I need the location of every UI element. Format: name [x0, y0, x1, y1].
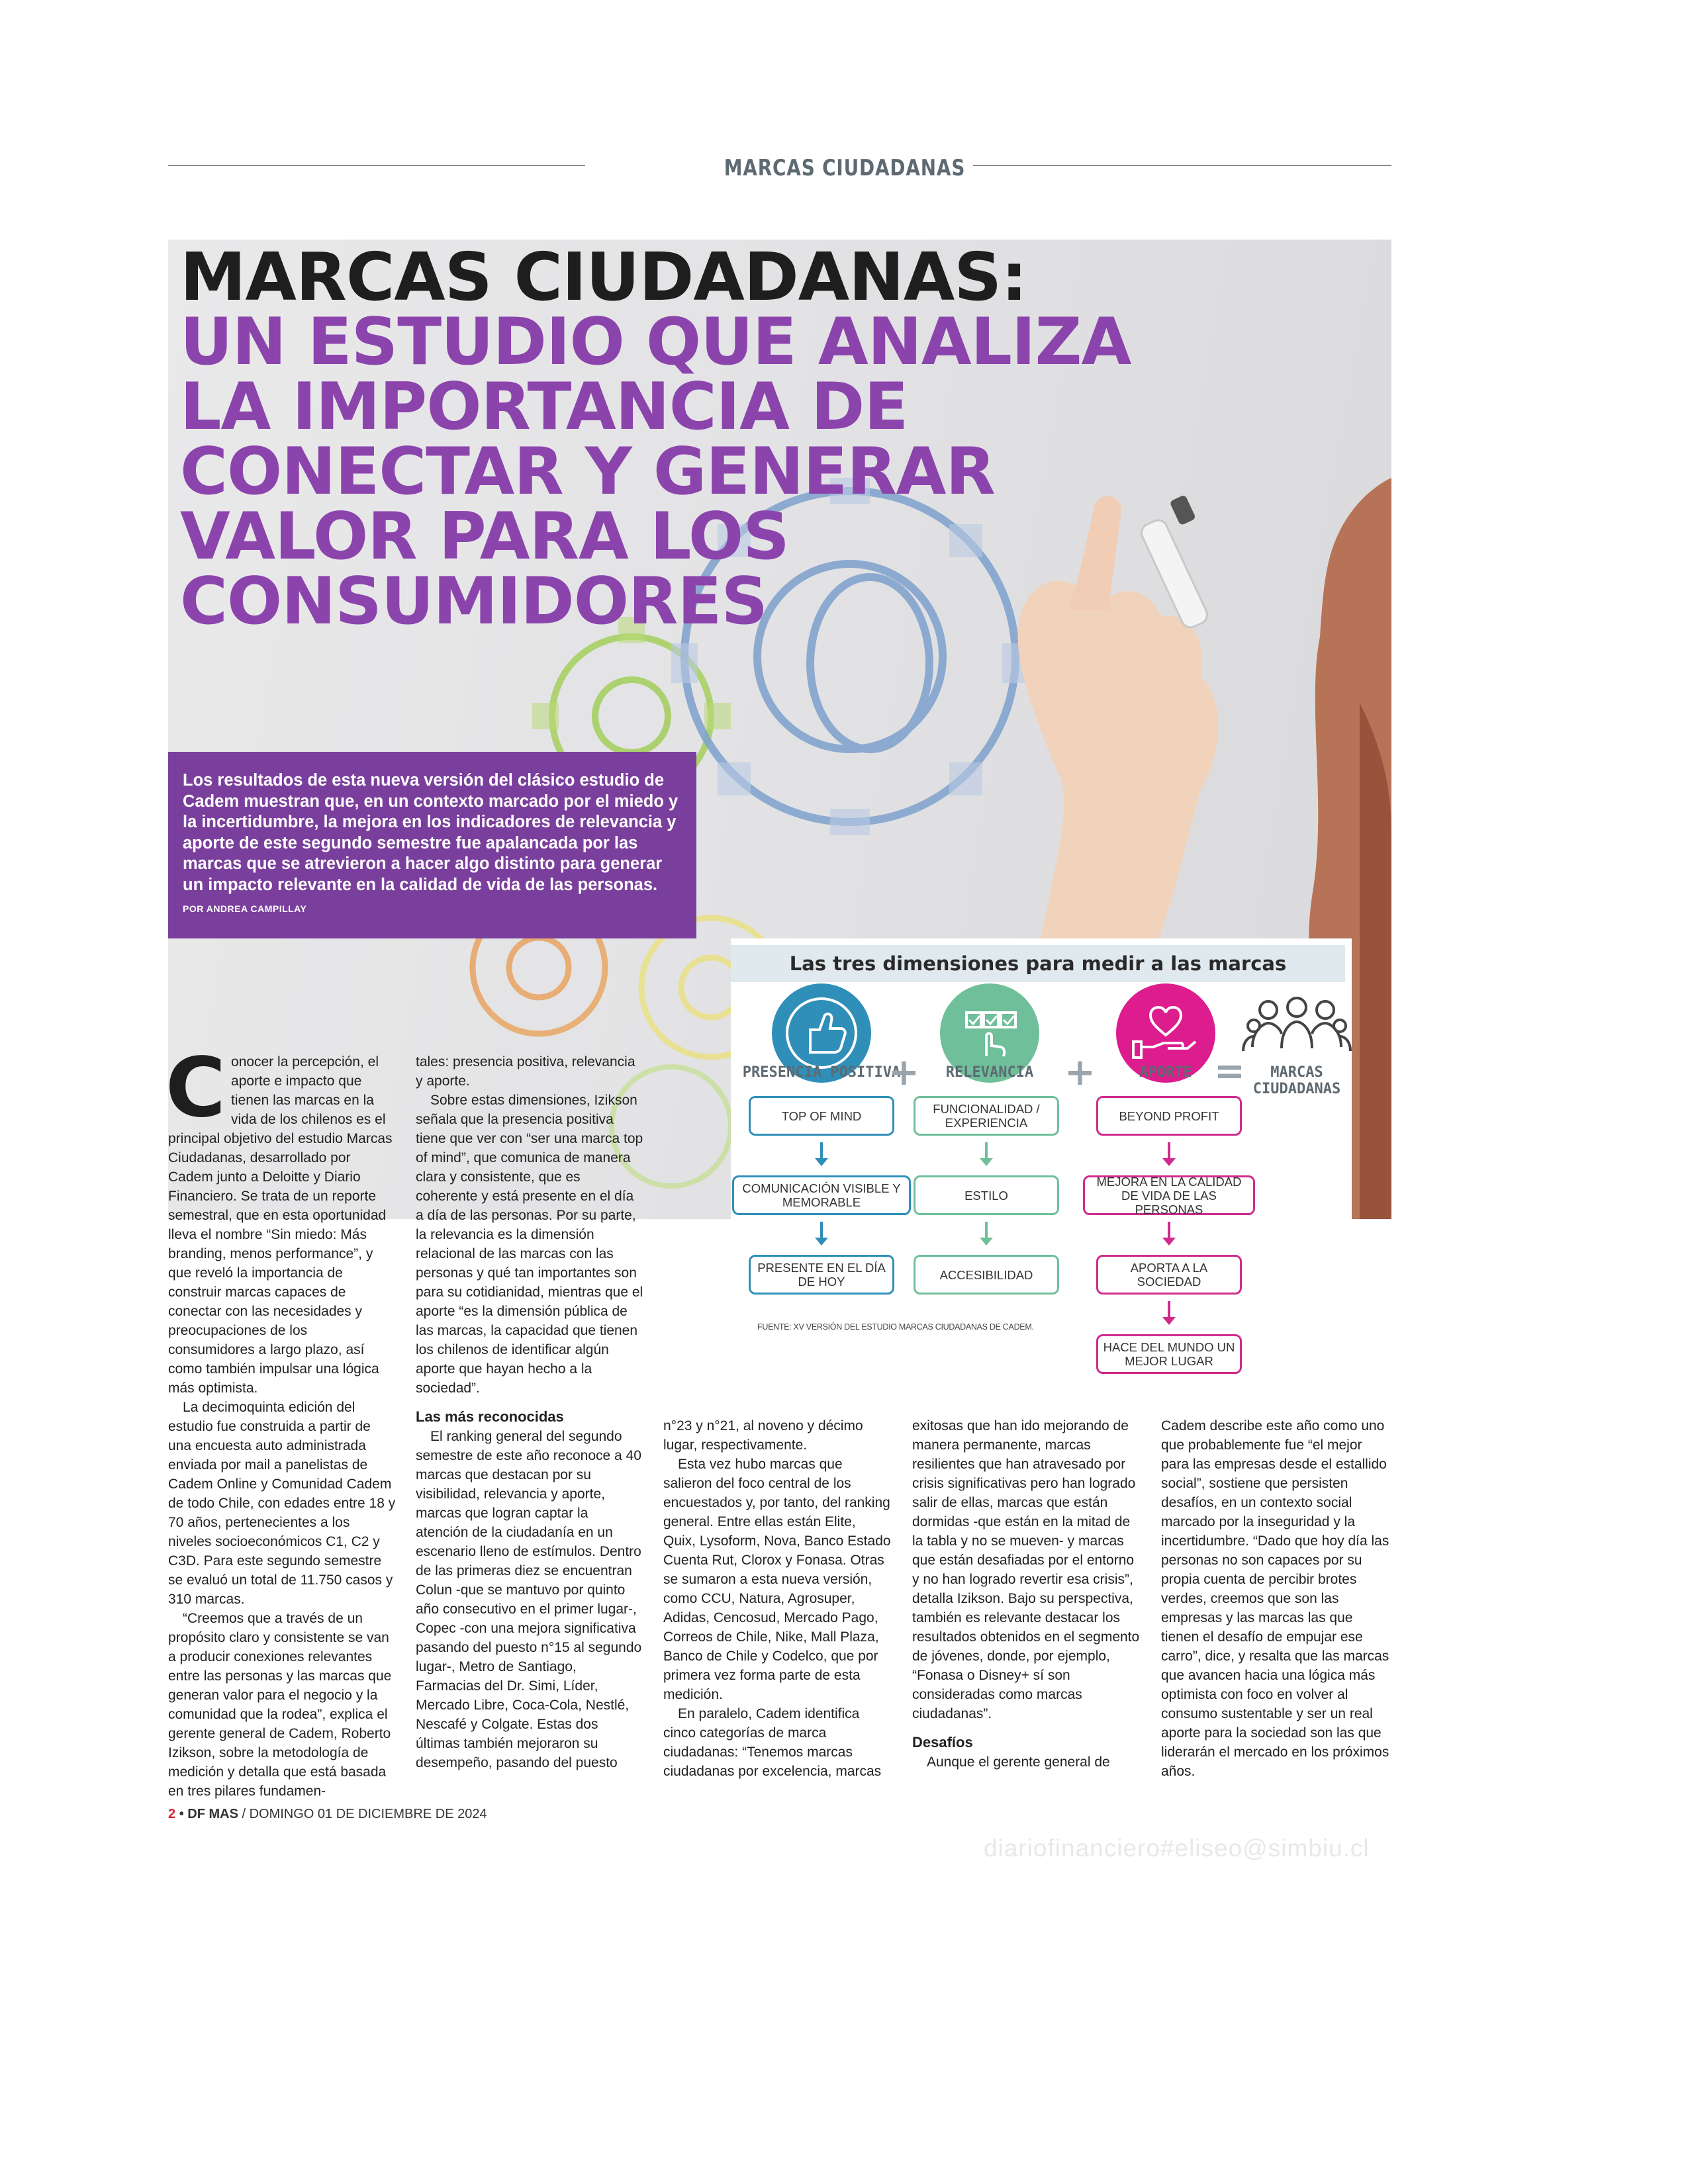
publication-name: • DF MAS	[179, 1807, 238, 1821]
lede-text: Los resultados de esta nueva versión del clásico estudio de Cadem muestran que, en un contexto marcado por el miedo y la incertidumbre, la mejora en los indicadores de relevancia y aporte de este segundo semestre fue apalancada por las marcas que se atrevieron a hacer algo distinto para generar un impacto relevante en la calidad de vida de las personas.	[183, 771, 679, 894]
plus-sign-2: +	[1064, 1051, 1096, 1094]
aporte-item-4: HACE DEL MUNDO UN MEJOR LUGAR	[1096, 1334, 1242, 1374]
headline-line-4: CONECTAR Y GENERAR	[180, 434, 995, 510]
publication-date: / DOMINGO 01 DE DICIEMBRE DE 2024	[242, 1807, 487, 1821]
paragraph: Sobre estas dimensiones, Izikson señala que la presencia positiva tiene que ver con “ser una marca top of mind”, que comunica de manera clara y consistente, que es coherente y está presente en el día a día de las personas. Por su parte, la relevancia es la dimensión relacional de las marcas con las personas y qué tan importantes son para su cotidianidad, mientras que el aporte “es la dimensión pública de las marcas, la capacidad que tienen los chilenos de identificar algún aporte que hayan hecho a la sociedad”.	[416, 1093, 643, 1396]
infographic-title: Las tres dimensiones para medir a las marcas	[731, 945, 1345, 982]
headline-line-5: VALOR PARA LOS	[180, 499, 789, 574]
header-rule-left	[168, 165, 585, 166]
presencia-item-3: PRESENTE EN EL DÍA DE HOY	[749, 1255, 894, 1295]
paragraph: En paralelo, Cadem identifica cinco categorías de marca ciudadanas: “Tenemos marcas ciudadanas por excelencia, marcas	[663, 1706, 882, 1779]
page-number: 2	[168, 1807, 176, 1821]
arrow-down-icon	[1168, 1222, 1170, 1239]
arrow-down-icon	[820, 1222, 823, 1239]
result-label: MARCAS CIUDADANAS	[1252, 1064, 1341, 1097]
paragraph: Aunque el gerente general de	[927, 1754, 1110, 1770]
infographic	[731, 938, 1352, 1388]
presencia-item-2: COMUNICACIÓN VISIBLE Y MEMORABLE	[732, 1175, 911, 1215]
page-footer	[168, 1807, 487, 1822]
paragraph: “Creemos que a través de un propósito claro y consistente se van a producir conexiones relevantes entre las personas y las marcas que generan valor para el negocio y la comunidad que la rodea”, explica el gerente general de Cadem, Roberto Izikson, sobre la metodología de medición y detalla que está basada en tres pilares fundamen-	[168, 1611, 392, 1799]
people-group-icon	[1241, 995, 1353, 1055]
arrow-down-icon	[985, 1222, 988, 1239]
paragraph: Cadem describe este año como uno que probablemente fue “el mejor para las empresas desde el estallido social”, sostiene que persisten desafíos, en un contexto social marcado por la inseguridad y la incertidumbre. “Dado que hoy día las personas no son capaces por su propia cuenta de percibir brotes verdes, creemos que son las empresas y las marcas las que tienen el desafío de empujar ese carro”, dice, y resalta que las marcas que avancen hacia una lógica más optimista con foco en volver al consumo sustentable y ser un real aporte para la sociedad son las que liderarán el mercado en los próximos años.	[1161, 1418, 1389, 1779]
paragraph: onocer la percepción, el aporte e impacto que tienen las marcas en la vida de los chilenos es el principal objetivo del estudio Marcas Ciudadanas, desarrollado por Cadem junto a Deloitte y Diario Financiero. Se trata de un reporte semestral, que en esta oportunidad lleva el nombre “Sin miedo: Más branding, menos performance”, y que reveló la importancia de construir marcas capaces de conectar con las necesidades y preocupaciones de los consumidores a largo plazo, así como también impulsar una lógica más optimista.	[168, 1054, 393, 1396]
aporte-item-2: MEJORA EN LA CALIDAD DE VIDA DE LAS PERSONAS	[1083, 1175, 1255, 1215]
presencia-item-1: TOP OF MIND	[749, 1096, 894, 1136]
article-column-5	[1161, 1416, 1390, 1781]
paragraph: exitosas que han ido mejorando de manera permanente, marcas resilientes que han atravesado por crisis significativas pero han logrado salir de ellas, marcas que están dormidas -que están en la mitad de la tabla y no se mueven- y marcas que están desafiadas por el entorno y no han logrado revertir esa crisis”, detalla Izikson. Bajo su perspectiva, también es relevante destacar los resultados obtenidos en el segmento de jóvenes, donde, por ejemplo, “Fonasa o Disney+ sí son consideradas como marcas ciudadanas”.	[912, 1418, 1140, 1721]
dropcap: C	[165, 1040, 226, 1136]
equals-sign: =	[1214, 1050, 1245, 1093]
section-title: MARCAS CIUDADANAS	[724, 155, 966, 181]
dim-label-presencia: PRESENCIA POSITIVA	[742, 1064, 901, 1081]
arrow-down-icon	[820, 1142, 823, 1160]
headline-line-2: UN ESTUDIO QUE ANALIZA	[180, 304, 1131, 380]
headline-line-1: MARCAS CIUDADANAS:	[180, 240, 1027, 316]
paragraph: n°23 y n°21, al noveno y décimo lugar, respectivamente.	[663, 1418, 863, 1453]
arrow-down-icon	[1168, 1301, 1170, 1318]
infographic-source: FUENTE: XV VERSIÓN DEL ESTUDIO MARCAS CIUDADANAS DE CADEM.	[757, 1322, 1034, 1332]
watermark: diariofinanciero#eliseo@simbiu.cl	[984, 1835, 1370, 1862]
paragraph: Esta vez hubo marcas que salieron del foco central de los encuestados y, por tanto, del ranking general. Entre ellas están Elite, Quix, Lysoform, Nova, Banco Estado Cuenta Rut, Clorox y Fonasa. Otras se sumaron a esta nueva versión, como CCU, Natura, Agrosuper, Adidas, Cencosud, Mercado Pago, Correos de Chile, Nike, Mall Plaza, Banco de Chile y Codelco, que por primera vez forma parte de esta medición.	[663, 1457, 891, 1702]
relevancia-item-1: FUNCIONALIDAD / EXPERIENCIA	[914, 1096, 1059, 1136]
relevancia-item-3: ACCESIBILIDAD	[914, 1255, 1059, 1295]
aporte-item-1: BEYOND PROFIT	[1096, 1096, 1242, 1136]
byline: POR ANDREA CAMPILLAY	[183, 903, 307, 914]
headline-line-6: CONSUMIDORES	[180, 564, 768, 639]
subheading: Las más reconocidas	[416, 1408, 564, 1425]
dim-label-relevancia: RELEVANCIA	[945, 1064, 1034, 1081]
paragraph: La decimoquinta edición del estudio fue construida a partir de una encuesta auto administrada enviada por mail a panelistas de Cadem Online y Comunidad Cadem de todo Chile, con edades entre 18 y 70 años, pertenecientes a los niveles socioeconómicos C1, C2 y C3D. Para este segundo semestre se evaluó un total de 11.750 casos y 310 marcas.	[168, 1400, 396, 1607]
paragraph: tales: presencia positiva, relevancia y aporte.	[416, 1054, 635, 1089]
aporte-item-3: APORTA A LA SOCIEDAD	[1096, 1255, 1242, 1295]
article-column-1	[165, 1040, 396, 1801]
headline	[180, 240, 1305, 639]
arrow-down-icon	[985, 1142, 988, 1160]
article-column-2	[416, 1052, 643, 1772]
paragraph: El ranking general del segundo semestre de este año reconoce a 40 marcas que destacan por su visibilidad, relevancia y aporte, marcas que logran captar la atención de la ciudadanía en un escenario lleno de estímulos. Dentro de las primeras diez se encuentran Colun -que se mantuvo por quinto año consecutivo en el primer lugar-, Copec -con una mejora significativa pasando del puesto n°15 al segundo lugar-, Metro de Santiago, Farmacias del Dr. Simi, Líder, Mercado Libre, Coca-Cola, Nestlé, Nescafé y Colgate. Estas dos últimas también mejoraron su desempeño, pasando del puesto	[416, 1429, 642, 1770]
dim-label-aporte: APORTE	[1139, 1064, 1192, 1081]
subheading: Desafíos	[912, 1734, 973, 1751]
arrow-down-icon	[1168, 1142, 1170, 1160]
article-column-3	[663, 1416, 891, 1781]
article-column-4	[912, 1416, 1140, 1772]
plus-sign-1: +	[888, 1051, 919, 1094]
lede-box	[168, 752, 696, 938]
relevancia-item-2: ESTILO	[914, 1175, 1059, 1215]
headline-line-3: LA IMPORTANCIA DE	[180, 369, 908, 445]
